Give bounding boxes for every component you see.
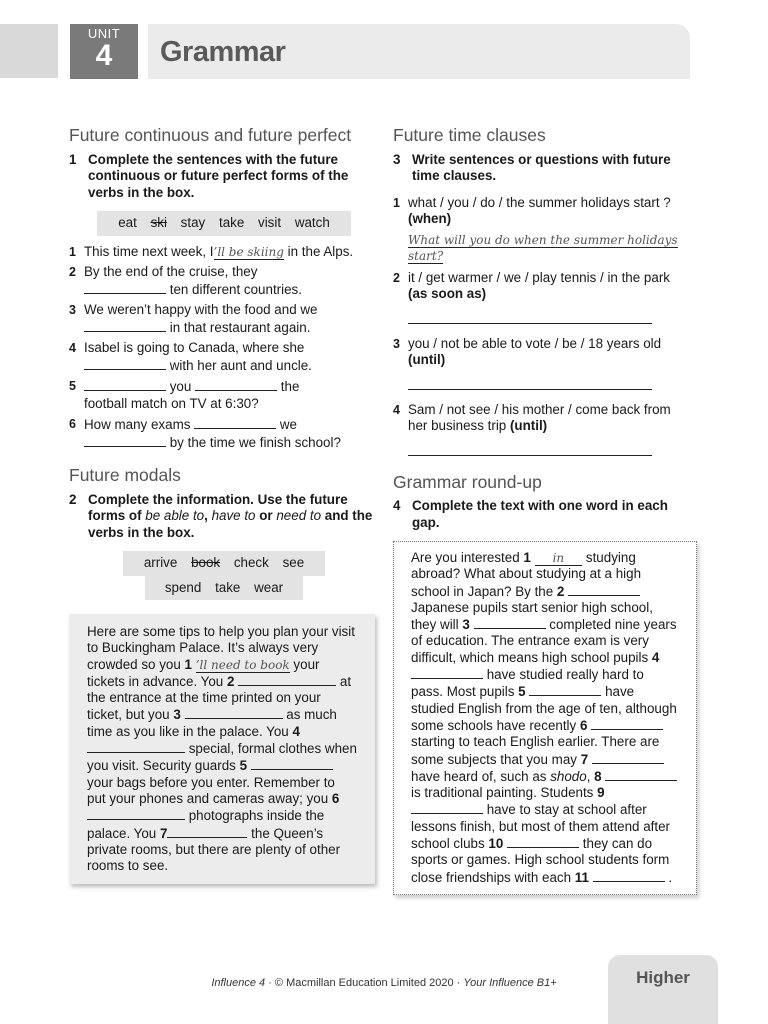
example-answer: What will you do when the summer holidays start? xyxy=(408,232,678,263)
task-4-instruction: 4 Complete the text with one word in each gap. xyxy=(393,498,668,530)
answer-line[interactable] xyxy=(408,439,652,456)
example-answer: ’ll need to book xyxy=(195,657,290,672)
answer-blank[interactable] xyxy=(593,869,665,882)
page-title: Grammar xyxy=(160,36,286,68)
word-arrive: arrive xyxy=(143,555,178,570)
word-eat: eat xyxy=(118,215,137,230)
answer-blank[interactable] xyxy=(84,281,166,294)
word-visit: visit xyxy=(258,215,282,230)
answer-blank[interactable] xyxy=(87,807,185,820)
answer-blank[interactable] xyxy=(411,666,483,679)
word-ski: ski xyxy=(150,215,167,230)
answer-blank[interactable] xyxy=(84,357,166,370)
exercise-1-list xyxy=(69,244,379,452)
answer-line[interactable] xyxy=(408,373,652,390)
text-box-palace: Here are some tips to help you plan your visit to Buckingham Palace. It’s always very crowded so you 1 ’ll need to book your tickets in advance. You 2 at the entrance at the time printed on your ticket, but you 3 as much time as you like in the palace. You 4 special, formal clothes when you visit. Security guards 5 your bags before you enter. Remember to put your phones and cameras away; you 6 photographs inside the palace. You 7 the Queen’s private rooms, but there are plenty of other rooms to see. xyxy=(69,614,375,884)
answer-blank[interactable] xyxy=(568,583,640,596)
exercise-1-item: 5 you the football match on TV at 6:30? xyxy=(69,379,300,411)
exercise-3-list-continued xyxy=(393,402,689,435)
exercise-1-item: 2 By the end of the cruise, they ten different countries. xyxy=(69,264,302,297)
footer-copyright: Influence 4 · © Macmillan Education Limited 2020 · Your Influence B1+ xyxy=(211,977,557,989)
exercise-3-item: 1 what / you / do / the summer holidays start ? (when) xyxy=(393,194,671,226)
unit-label: UNIT xyxy=(87,26,121,41)
task-3-instruction: 3 Write sentences or questions with future time clauses. xyxy=(393,151,671,183)
answer-blank[interactable] xyxy=(87,740,185,753)
word-box-2-row-2 xyxy=(145,576,303,601)
unit-number: 4 xyxy=(95,39,113,72)
example-answer: in xyxy=(535,551,583,566)
answer-blank[interactable] xyxy=(251,757,333,770)
word-box-2-row-1 xyxy=(123,551,325,576)
answer-blank[interactable] xyxy=(507,835,579,848)
word-take: take xyxy=(218,215,245,230)
exercise-1-item: 1 This time next week, I’ll be skiing in the Alps. xyxy=(69,243,354,259)
level-tab xyxy=(608,955,718,1024)
task-2-instruction: 2 Complete the information. Use the future forms of be able to, have to or need to and the verbs in the box. xyxy=(69,491,373,540)
exercise-1-item: 3 We weren’t happy with the food and we in that restaurant again. xyxy=(69,302,318,335)
word-watch: watch xyxy=(294,215,330,230)
section-heading-grammar-round-up: Grammar round-up xyxy=(393,471,542,492)
exercise-3-item: 2 it / get warmer / we / play tennis / in the park (as soon as) xyxy=(393,269,670,301)
answer-line[interactable] xyxy=(408,307,652,324)
answer-blank[interactable] xyxy=(167,825,247,838)
answer-blank[interactable] xyxy=(84,378,166,391)
answer-blank[interactable] xyxy=(591,717,663,730)
task-1-instruction: 1 Complete the sentences with the future continuous or future perfect forms of the verbs in the box. xyxy=(69,151,349,200)
answer-blank[interactable] xyxy=(474,616,546,629)
word-spend: spend xyxy=(164,579,202,595)
exercise-3-list xyxy=(393,195,689,228)
answer-blank[interactable] xyxy=(195,378,277,391)
section-heading-future-time-clauses: Future time clauses xyxy=(393,125,546,145)
word-check: check xyxy=(233,555,269,570)
word-see: see xyxy=(282,555,305,570)
exercise-3-list-continued xyxy=(393,270,689,303)
left-column xyxy=(69,127,379,884)
word-stay: stay xyxy=(180,215,206,230)
word-box-1 xyxy=(97,211,351,236)
answer-blank[interactable] xyxy=(411,801,483,814)
right-column xyxy=(393,127,689,895)
example-answer: ’ll be skiing xyxy=(213,244,284,259)
unit-badge xyxy=(70,24,138,79)
level-label: Higher xyxy=(636,968,690,987)
answer-blank[interactable] xyxy=(529,683,601,696)
answer-blank[interactable] xyxy=(84,434,166,447)
exercise-1-item: 4 Isabel is going to Canada, where she with her aunt and uncle. xyxy=(69,340,312,373)
exercise-3-item: 3 you / not be able to vote / be / 18 years old (until) xyxy=(393,335,662,367)
exercise-1-item: 6 How many exams we by the time we finish school? xyxy=(69,417,341,450)
answer-blank[interactable] xyxy=(592,751,664,764)
answer-blank[interactable] xyxy=(605,768,677,781)
answer-blank[interactable] xyxy=(185,706,283,719)
answer-blank[interactable] xyxy=(194,416,276,429)
answer-blank[interactable] xyxy=(84,319,166,332)
word-wear: wear xyxy=(254,579,284,595)
section-heading-future-continuous: Future continuous and future perfect xyxy=(69,125,352,145)
exercise-3-item: 4 Sam / not see / his mother / come back from her business trip (until) xyxy=(393,401,671,433)
header-side-block xyxy=(0,24,58,78)
word-take: take xyxy=(215,579,241,595)
answer-blank[interactable] xyxy=(238,673,336,686)
section-heading-future-modals: Future modals xyxy=(69,465,181,485)
text-box-japan: Are you interested 1 in studying abroad? What about studying at a high school in Japan? By the 2 Japanese pupils start senior high school, they will 3 completed nine years of education. The entrance exam is very difficult, which means high school pupils 4 have studied really hard to pass. Most pupils 5 have studied English from the age of ten, although some schools have recently 6 starting to teach English earlier. There are some subjects that you may 7 have heard of, such as shodo, 8 is traditional painting. Students 9 have to stay at school after lessons finish, but most of them attend after school clubs 10 they can do sports or games. High school students form close friendships with each 11 . xyxy=(393,541,697,895)
word-book: book xyxy=(191,555,221,570)
exercise-3-list-continued xyxy=(393,336,689,369)
